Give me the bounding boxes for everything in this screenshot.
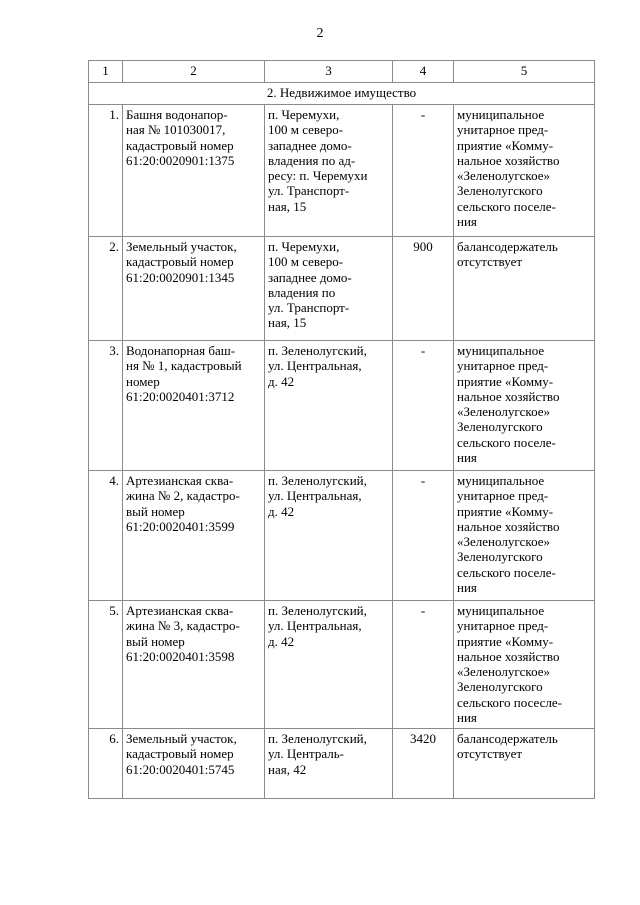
property-address-line: владения по ад- <box>268 152 356 168</box>
balance-holder-line: ния <box>457 580 477 596</box>
property-name <box>123 237 265 341</box>
table-row <box>89 237 595 341</box>
property-name-line: Водонапорная баш- <box>126 343 236 358</box>
property-name-line: 61:20:0020901:1375 <box>126 152 235 168</box>
property-address-line: западнее домо- <box>268 269 352 285</box>
balance-holder-line: «Зеленолугское» <box>457 534 550 550</box>
property-name-line: 61:20:0020401:3712 <box>126 388 235 404</box>
property-address-line: д. 42 <box>268 503 295 519</box>
balance-holder-line: муниципальное <box>457 343 545 358</box>
property-name <box>123 341 265 471</box>
property-name-line: Артезианская сква- <box>126 603 234 618</box>
balance-holder <box>454 341 595 471</box>
property-address-line: п. Зеленолугский, <box>268 473 367 488</box>
property-address <box>265 237 393 341</box>
property-address-line: ул. Центральная, <box>268 618 362 634</box>
property-address-line: 100 м северо- <box>268 122 344 138</box>
property-address <box>265 601 393 729</box>
property-area: 900 <box>393 237 454 341</box>
property-area: - <box>393 601 454 729</box>
balance-holder-line: нальное хозяйство <box>457 388 560 404</box>
property-area: 3420 <box>393 729 454 799</box>
property-address-line: ул. Транспорт- <box>268 183 350 199</box>
balance-holder-line: унитарное пред- <box>457 122 549 138</box>
property-address-line: ул. Центральная, <box>268 488 362 504</box>
row-number: 6. <box>89 729 123 799</box>
balance-holder-line: муниципальное <box>457 603 545 618</box>
property-name-line: Артезианская сква- <box>126 473 234 488</box>
row-number: 5. <box>89 601 123 729</box>
balance-holder-line: «Зеленолугское» <box>457 664 550 680</box>
property-name-line: 61:20:0020401:5745 <box>126 761 235 777</box>
property-address-line: п. Зеленолугский, <box>268 731 367 746</box>
column-number-row <box>89 61 595 83</box>
balance-holder-line: отсутствует <box>457 254 523 270</box>
balance-holder-line: балансодержатель <box>457 239 558 254</box>
property-name-line: кадастровый номер <box>126 254 234 270</box>
column-number-3: 3 <box>265 61 393 83</box>
balance-holder <box>454 471 595 601</box>
balance-holder-line: муниципальное <box>457 107 545 122</box>
balance-holder-line: «Зеленолугское» <box>457 404 550 420</box>
balance-holder-line: приятие «Комму- <box>457 633 554 649</box>
balance-holder-line: нальное хозяйство <box>457 152 560 168</box>
property-name-line: ная № 101030017, <box>126 122 226 138</box>
balance-holder <box>454 237 595 341</box>
property-name-line: 61:20:0020401:3599 <box>126 518 235 534</box>
balance-holder-line: ния <box>457 214 477 230</box>
column-number-2: 2 <box>123 61 265 83</box>
table-row <box>89 471 595 601</box>
balance-holder-line: унитарное пред- <box>457 488 549 504</box>
balance-holder-line: Зеленолугского <box>457 549 543 565</box>
property-name-line: кадастровый номер <box>126 137 234 153</box>
row-number: 2. <box>89 237 123 341</box>
property-address-line: ная, 15 <box>268 315 307 331</box>
balance-holder-line: сельского поселе- <box>457 434 556 450</box>
column-number-5: 5 <box>454 61 595 83</box>
property-address-line: ул. Централь- <box>268 746 345 762</box>
property-address-line: западнее домо- <box>268 137 352 153</box>
property-name-line: Башня водонапор- <box>126 107 228 122</box>
balance-holder-line: сельского поселе- <box>457 564 556 580</box>
property-address-line: ул. Центральная, <box>268 358 362 374</box>
table-row <box>89 341 595 471</box>
balance-holder-line: унитарное пред- <box>457 358 549 374</box>
property-address-line: п. Черемухи, <box>268 107 340 122</box>
property-address-line: п. Черемухи, <box>268 239 340 254</box>
balance-holder-line: приятие «Комму- <box>457 503 554 519</box>
property-name-line: 61:20:0020901:1345 <box>126 269 235 285</box>
balance-holder-line: балансодержатель <box>457 731 558 746</box>
balance-holder-line: отсутствует <box>457 746 523 762</box>
property-name-line: вый номер <box>126 503 185 519</box>
column-number-4: 4 <box>393 61 454 83</box>
balance-holder-line: сельского поселе- <box>457 198 556 214</box>
page-number: 2 <box>316 26 324 41</box>
row-number: 3. <box>89 341 123 471</box>
property-address-line: д. 42 <box>268 373 295 389</box>
property-area: - <box>393 341 454 471</box>
property-address-line: ул. Транспорт- <box>268 300 350 316</box>
balance-holder-line: ния <box>457 710 477 726</box>
balance-holder <box>454 601 595 729</box>
balance-holder-line: нальное хозяйство <box>457 518 560 534</box>
property-table <box>88 60 595 799</box>
property-address-line: п. Зеленолугский, <box>268 603 367 618</box>
property-address <box>265 341 393 471</box>
table-row <box>89 105 595 237</box>
property-name-line: кадастровый номер <box>126 746 234 762</box>
balance-holder-line: Зеленолугского <box>457 419 543 435</box>
property-name <box>123 601 265 729</box>
property-area: - <box>393 105 454 237</box>
balance-holder <box>454 729 595 799</box>
property-address-line: владения по <box>268 284 336 300</box>
balance-holder-line: Зеленолугского <box>457 679 543 695</box>
column-number-1: 1 <box>89 61 123 83</box>
balance-holder-line: сельского посеслe- <box>457 694 562 710</box>
property-address-line: д. 42 <box>268 633 295 649</box>
row-number: 4. <box>89 471 123 601</box>
property-name-line: номер <box>126 373 160 389</box>
table-row <box>89 729 595 799</box>
property-name-line: жина № 2, кадастро- <box>126 488 240 504</box>
property-address-line: ная, 15 <box>268 198 307 214</box>
property-name-line: ня № 1, кадастровый <box>126 358 242 374</box>
property-name-line: 61:20:0020401:3598 <box>126 648 235 664</box>
balance-holder-line: ния <box>457 450 477 466</box>
property-address <box>265 729 393 799</box>
balance-holder-line: приятие «Комму- <box>457 137 554 153</box>
balance-holder <box>454 105 595 237</box>
property-name <box>123 729 265 799</box>
property-address-line: ная, 42 <box>268 761 307 777</box>
balance-holder-line: нальное хозяйство <box>457 648 560 664</box>
balance-holder-line: приятие «Комму- <box>457 373 554 389</box>
property-name <box>123 471 265 601</box>
property-name-line: вый номер <box>126 633 185 649</box>
section-title: 2. Недвижимое имущество <box>89 83 595 105</box>
property-name <box>123 105 265 237</box>
balance-holder-line: «Зеленолугское» <box>457 168 550 184</box>
property-area: - <box>393 471 454 601</box>
property-name-line: Земельный участок, <box>126 239 237 254</box>
property-address <box>265 471 393 601</box>
property-name-line: жина № 3, кадастро- <box>126 618 240 634</box>
balance-holder-line: Зеленолугского <box>457 183 543 199</box>
property-address-line: ресу: п. Черемухи <box>268 168 368 184</box>
row-number: 1. <box>89 105 123 237</box>
balance-holder-line: унитарное пред- <box>457 618 549 634</box>
property-address <box>265 105 393 237</box>
property-address-line: п. Зеленолугский, <box>268 343 367 358</box>
table-row <box>89 601 595 729</box>
property-address-line: 100 м северо- <box>268 254 344 270</box>
balance-holder-line: муниципальное <box>457 473 545 488</box>
property-name-line: Земельный участок, <box>126 731 237 746</box>
section-row <box>89 83 595 105</box>
